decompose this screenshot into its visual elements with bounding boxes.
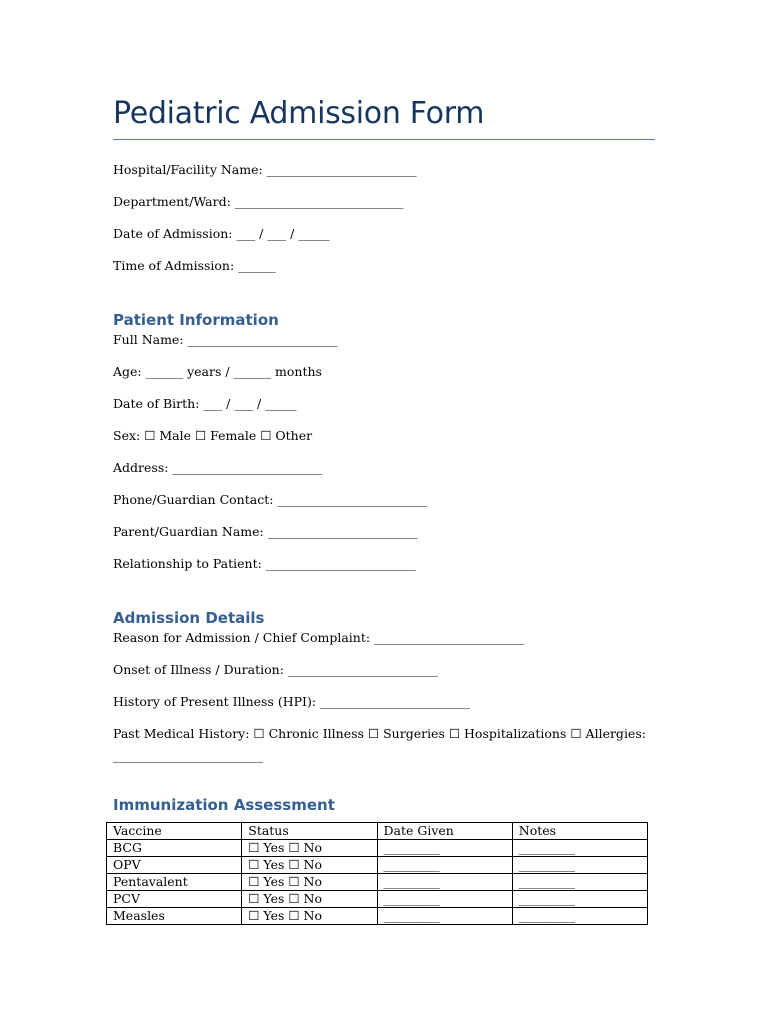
admission-date-field[interactable]: Date of Admission: ___ / ___ / _____ [113, 226, 330, 241]
notes-field[interactable]: _________ [512, 874, 647, 891]
column-header-vaccine: Vaccine [107, 823, 242, 840]
notes-field[interactable]: _________ [512, 908, 647, 925]
department-ward-field[interactable]: Department/Ward: ___________________________ [113, 194, 404, 209]
age-field[interactable]: Age: ______ years / ______ months [113, 364, 322, 379]
guardian-name-field[interactable]: Parent/Guardian Name: ________________________ [113, 524, 418, 539]
patient-information-heading: Patient Information [113, 311, 279, 329]
table-header-row [107, 823, 648, 840]
table-row [107, 840, 648, 857]
vaccine-cell: BCG [107, 840, 242, 857]
notes-field[interactable]: _________ [512, 840, 647, 857]
status-checkboxes[interactable]: ☐ Yes ☐ No [242, 891, 377, 908]
illness-onset-field[interactable]: Onset of Illness / Duration: ________________________ [113, 662, 438, 677]
table-row [107, 908, 648, 925]
page-title: Pediatric Admission Form [113, 96, 485, 131]
form-page [113, 92, 655, 815]
date-given-field[interactable]: _________ [377, 874, 512, 891]
vaccine-cell: Pentavalent [107, 874, 242, 891]
past-medical-history-checkboxes[interactable]: Past Medical History: ☐ Chronic Illness ☐ Surgeries ☐ Hospitalizations ☐ Allergies: ________________________ [113, 726, 646, 763]
date-of-birth-field[interactable]: Date of Birth: ___ / ___ / _____ [113, 396, 297, 411]
hospital-name-field[interactable]: Hospital/Facility Name: ________________________ [113, 162, 417, 177]
status-checkboxes[interactable]: ☐ Yes ☐ No [242, 857, 377, 874]
immunization-table [106, 822, 648, 925]
column-header-notes: Notes [512, 823, 647, 840]
admission-details-heading: Admission Details [113, 609, 265, 627]
relationship-field[interactable]: Relationship to Patient: ________________________ [113, 556, 416, 571]
date-given-field[interactable]: _________ [377, 857, 512, 874]
date-given-field[interactable]: _________ [377, 891, 512, 908]
date-given-field[interactable]: _________ [377, 840, 512, 857]
date-given-field[interactable]: _________ [377, 908, 512, 925]
table-row [107, 891, 648, 908]
immunization-assessment-heading: Immunization Assessment [113, 796, 335, 814]
admission-time-field[interactable]: Time of Admission: ______ [113, 258, 276, 273]
table-row [107, 857, 648, 874]
vaccine-cell: PCV [107, 891, 242, 908]
status-checkboxes[interactable]: ☐ Yes ☐ No [242, 840, 377, 857]
address-field[interactable]: Address: ________________________ [113, 460, 323, 475]
table-row [107, 874, 648, 891]
vaccine-cell: Measles [107, 908, 242, 925]
hpi-field[interactable]: History of Present Illness (HPI): ________________________ [113, 694, 471, 709]
column-header-status: Status [242, 823, 377, 840]
status-checkboxes[interactable]: ☐ Yes ☐ No [242, 874, 377, 891]
chief-complaint-field[interactable]: Reason for Admission / Chief Complaint: ________________________ [113, 630, 525, 645]
status-checkboxes[interactable]: ☐ Yes ☐ No [242, 908, 377, 925]
column-header-date-given: Date Given [377, 823, 512, 840]
notes-field[interactable]: _________ [512, 857, 647, 874]
guardian-contact-field[interactable]: Phone/Guardian Contact: ________________________ [113, 492, 428, 507]
sex-checkboxes[interactable]: Sex: ☐ Male ☐ Female ☐ Other [113, 428, 313, 443]
vaccine-cell: OPV [107, 857, 242, 874]
notes-field[interactable]: _________ [512, 891, 647, 908]
full-name-field[interactable]: Full Name: ________________________ [113, 332, 338, 347]
